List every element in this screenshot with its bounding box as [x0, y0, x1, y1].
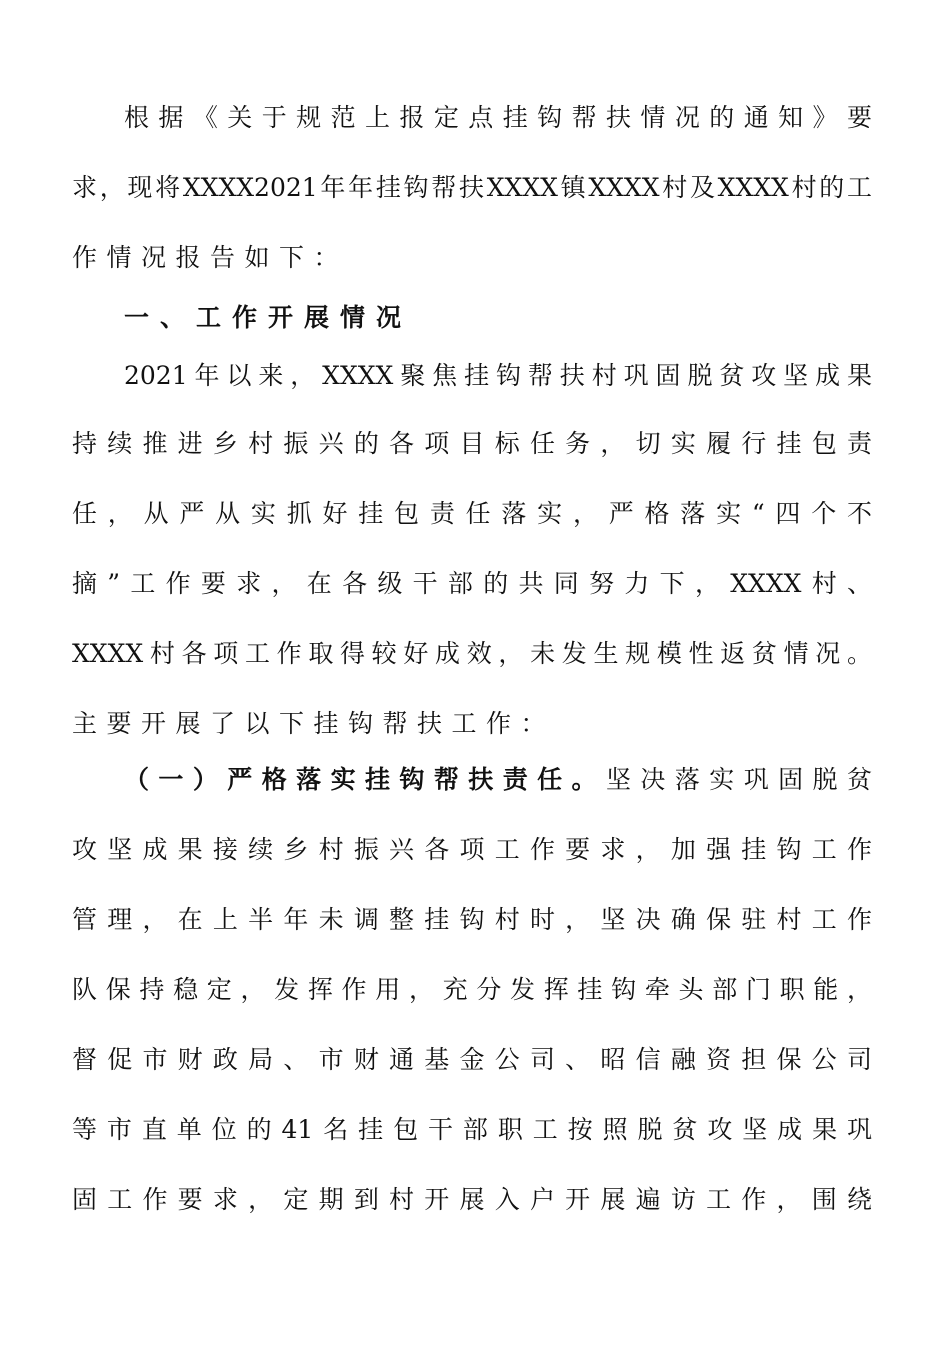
para2-line-1: 2021年以来，XXXX聚焦挂钩帮扶村巩固脱贫攻坚成果	[124, 361, 872, 390]
para2-line-2: 持续推进乡村振兴的各项目标任务，切实履行挂包责	[72, 429, 872, 458]
intro-line-3: 作情况报告如下：	[72, 243, 349, 272]
para3-line-7: 固工作要求，定期到村开展入户开展遍访工作，围绕	[72, 1185, 872, 1214]
para2-line-3: 任，从严从实抓好挂包责任落实，严格落实“四个不	[72, 499, 872, 528]
para3-bold-lead: （一）严格落实挂钩帮扶责任。	[124, 765, 606, 794]
intro-line-1: 根据《关于规范上报定点挂钩帮扶情况的通知》要	[124, 103, 872, 132]
section-heading-1: 一、工作开展情况	[124, 303, 413, 332]
intro-line-2: 求，现将XXXX2021年年挂钩帮扶XXXX镇XXXX村及XXXX村的工	[72, 173, 872, 202]
para2-line-4: 摘”工作要求，在各级干部的共同努力下，XXXX村、	[72, 569, 872, 598]
para3-line-1	[124, 758, 872, 802]
para3-line-3: 管理，在上半年未调整挂钩村时，坚决确保驻村工作	[72, 905, 872, 934]
para3-line-5: 督促市财政局、市财通基金公司、昭信融资担保公司	[72, 1045, 872, 1074]
para3-line-1-rest: 坚决落实巩固脱贫	[605, 765, 872, 794]
para3-line-6: 等市直单位的41名挂包干部职工按照脱贫攻坚成果巩	[72, 1115, 872, 1144]
para2-line-5: XXXX村各项工作取得较好成效，未发生规模性返贫情况。	[72, 639, 872, 668]
para2-line-6: 主要开展了以下挂钩帮扶工作：	[72, 709, 556, 738]
para3-line-2: 攻坚成果接续乡村振兴各项工作要求，加强挂钩工作	[72, 835, 872, 864]
para3-line-4: 队保持稳定，发挥作用，充分发挥挂钩牵头部门职能，	[72, 975, 872, 1004]
